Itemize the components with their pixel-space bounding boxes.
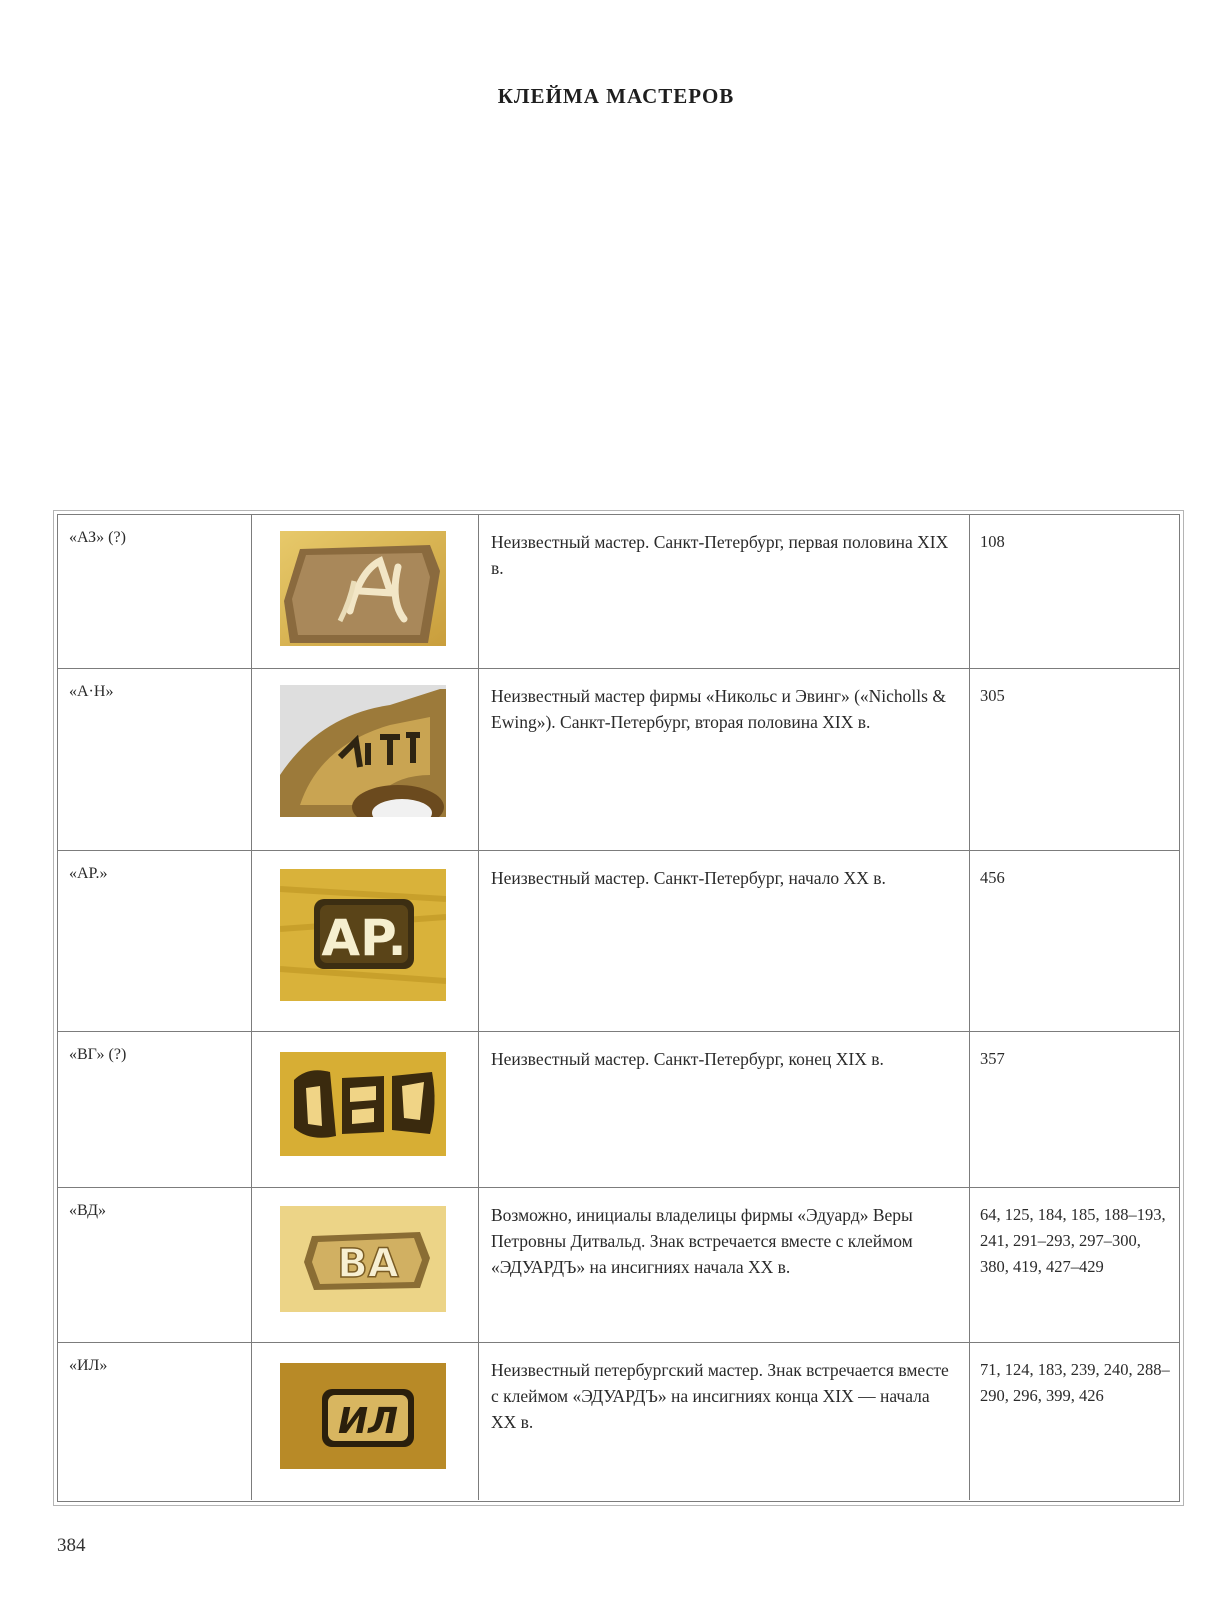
description-cell: Возможно, инициалы владелицы фирмы «Эдуард» Веры Петровны Дитвальд. Знак встречается вместе с клеймом «ЭДУАРДЪ» на инсигниях начала XX в. [479, 1188, 970, 1342]
maker-mark-vd-stamp [280, 1206, 446, 1312]
mark-cell: «АР.» [58, 851, 252, 1031]
catalog-numbers-cell: 71, 124, 183, 239, 240, 288–290, 296, 399, 426 [980, 1360, 1170, 1405]
description-cell: Неизвестный мастер. Санкт-Петербург, конец XIX в. [479, 1032, 970, 1187]
mark-cell: «ВД» [58, 1188, 252, 1342]
catalog-numbers-cell: 108 [980, 532, 1005, 551]
maker-mark-vg-stamp [280, 1052, 446, 1156]
catalog-numbers-cell: 64, 125, 184, 185, 188–193, 241, 291–293, 297–300, 380, 419, 427–429 [980, 1205, 1166, 1276]
maker-mark-ap-stamp [280, 869, 446, 1001]
stamp-image-cell [252, 851, 479, 1031]
stamp-image-cell [252, 1343, 479, 1500]
page-title: КЛЕЙМА МАСТЕРОВ [497, 84, 735, 108]
catalog-numbers-cell: 305 [980, 686, 1005, 705]
stamp-image-cell [252, 669, 479, 850]
table-row [58, 851, 1179, 1032]
description-cell: Неизвестный мастер фирмы «Никольс и Эвинг» («Nicholls & Ewing»). Санкт-Петербург, вторая половина XIX в. [479, 669, 970, 850]
description-cell: Неизвестный мастер. Санкт-Петербург, первая половина XIX в. [479, 515, 970, 668]
table-row [58, 1188, 1179, 1343]
svg-text:ИЛ: ИЛ [337, 1401, 399, 1442]
stamp-image-cell [252, 515, 479, 668]
maker-marks-table [57, 514, 1180, 1502]
stamp-image-cell [252, 1188, 479, 1342]
catalog-numbers-cell: 456 [980, 868, 1005, 887]
maker-mark-an-stamp [280, 685, 446, 817]
mark-cell: «ВГ» (?) [58, 1032, 252, 1187]
svg-text:AP.: AP. [321, 909, 407, 967]
table-row [58, 1032, 1179, 1188]
page-number: 384 [57, 1535, 86, 1556]
svg-text:BA: BA [337, 1241, 399, 1287]
description-cell: Неизвестный петербургский мастер. Знак встречается вместе с клеймом «ЭДУАРДЪ» на инсигниях конца XIX — начала XX в. [479, 1343, 970, 1500]
table-row [58, 1343, 1179, 1500]
table-row [58, 669, 1179, 851]
catalog-numbers-cell: 357 [980, 1049, 1005, 1068]
maker-mark-az-stamp [280, 531, 446, 646]
table-row [58, 515, 1179, 669]
mark-cell: «ИЛ» [58, 1343, 252, 1500]
mark-cell: «А·Н» [58, 669, 252, 850]
description-cell: Неизвестный мастер. Санкт-Петербург, начало XX в. [479, 851, 970, 1031]
mark-cell: «АЗ» (?) [58, 515, 252, 668]
stamp-image-cell [252, 1032, 479, 1187]
maker-mark-il-stamp [280, 1363, 446, 1469]
